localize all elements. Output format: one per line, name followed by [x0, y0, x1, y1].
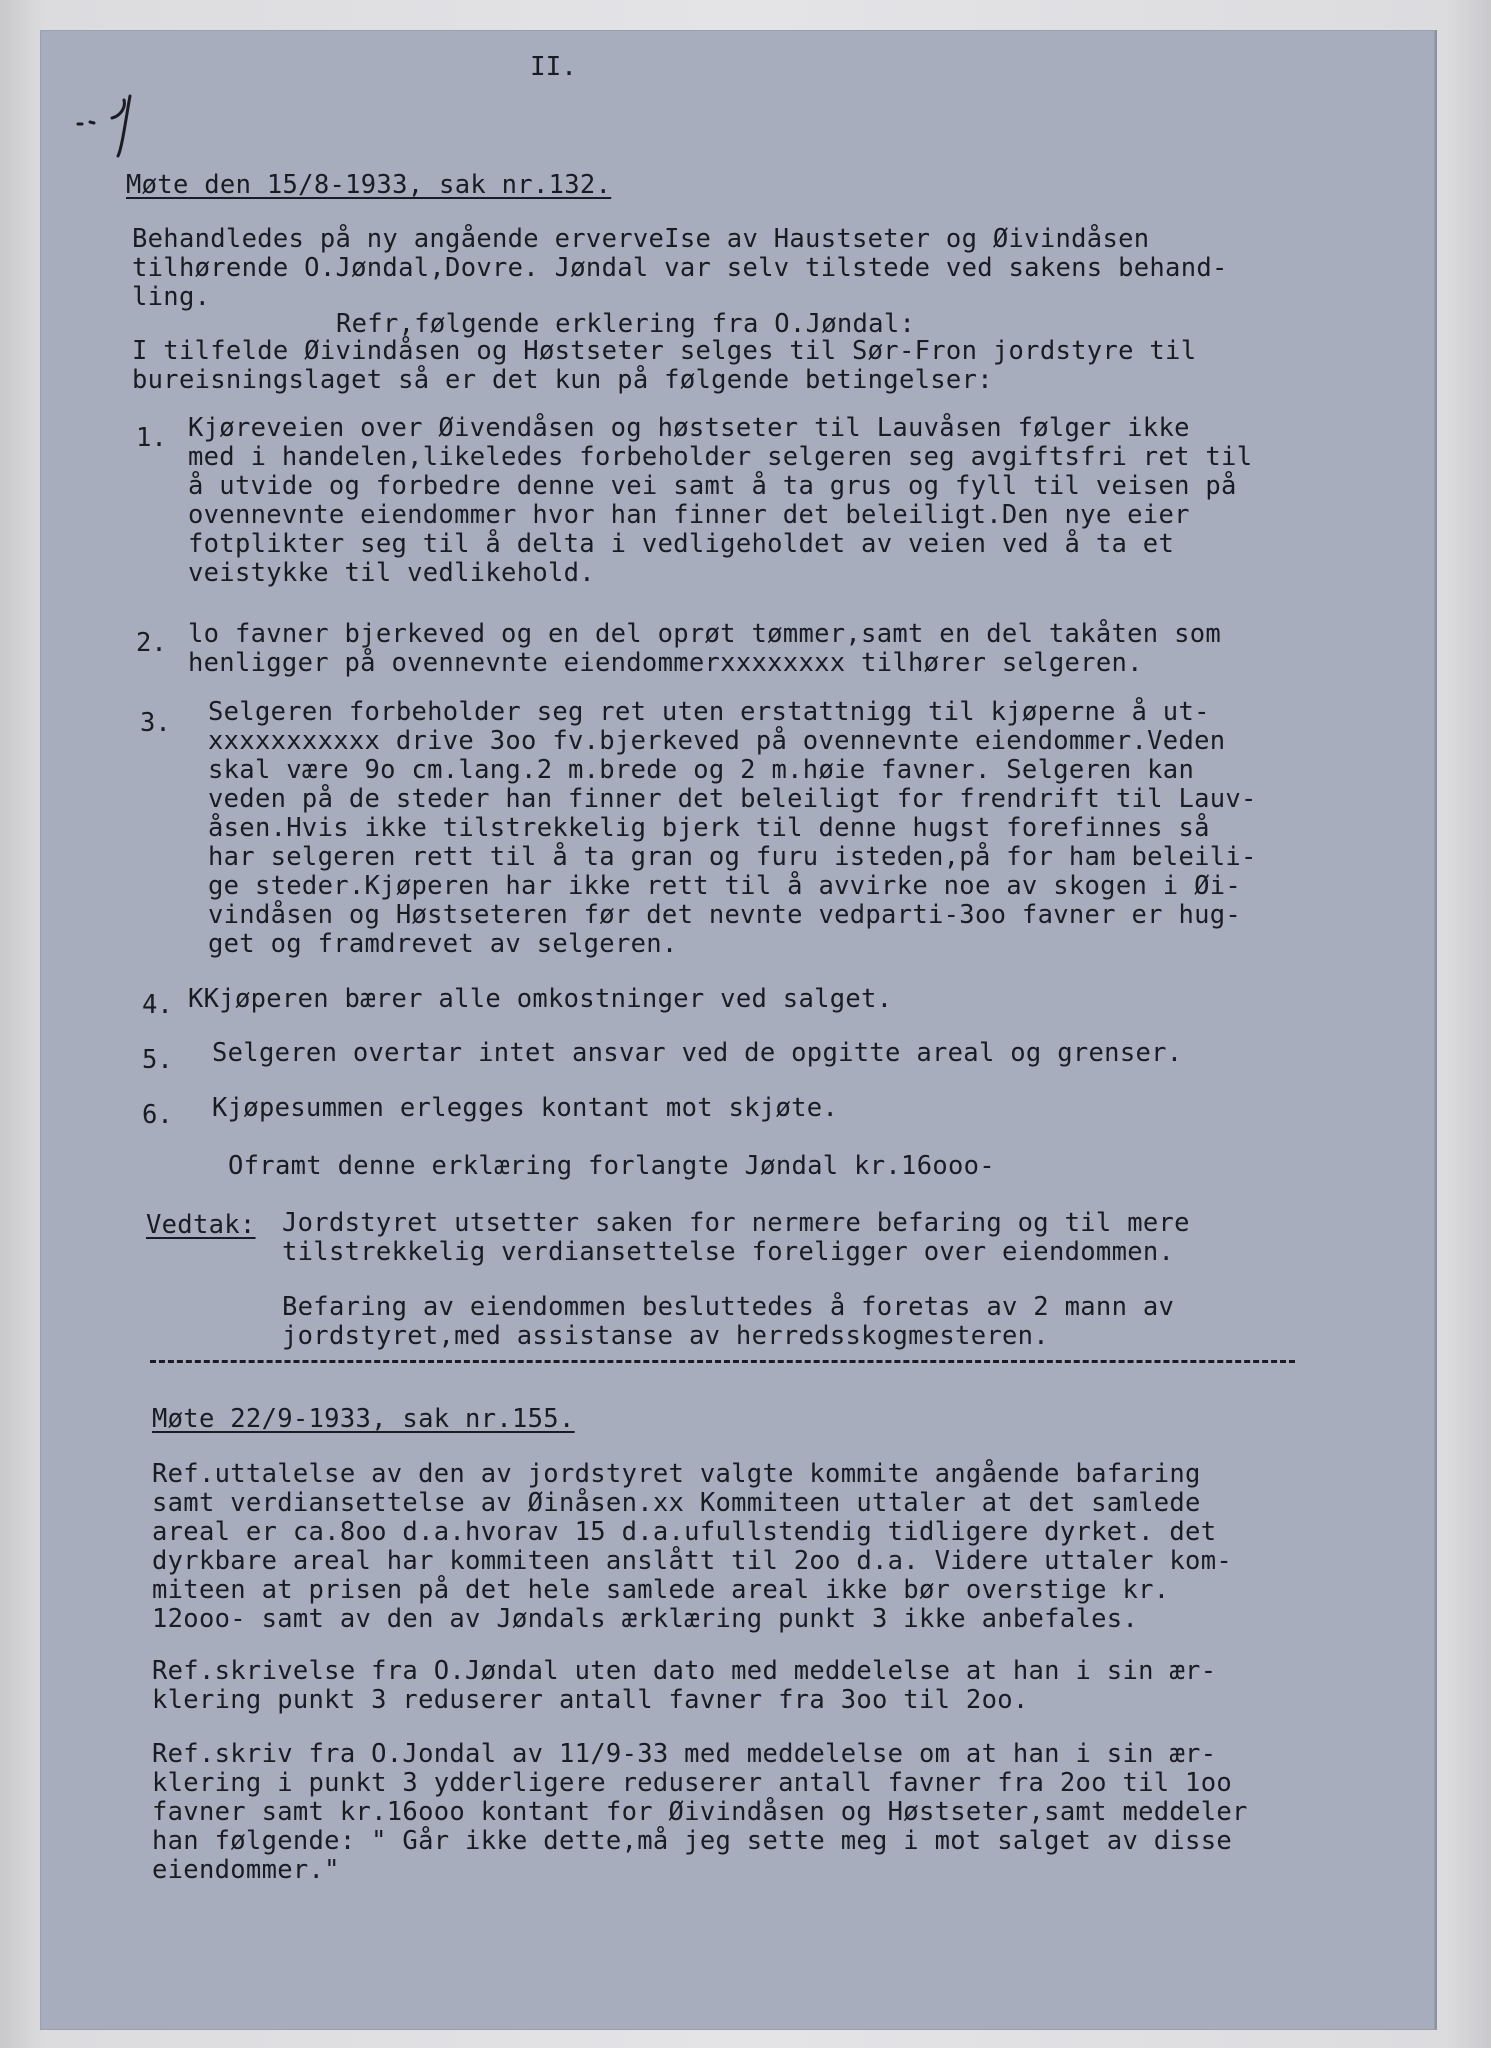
condition-item-2: lo favner bjerkeved og en del oprøt tømmer,samt en del takåten som henligger på ovennevnte eiendommerxxxxxxxx tilhører selgeren. [188, 619, 1222, 678]
resolution-text: Jordstyret utsetter saken for nermere befaring og til mere tilstrekkelig verdiansettelse foreligger over eiendommen. [282, 1208, 1190, 1267]
condition-item-3: Selgeren forbeholder seg ret uten erstattnigg til kjøperne å ut- xxxxxxxxxxx drive 3oo fv.bjerkeved på ovennevnte eiendommer.Veden skal være 9o cm.lang.2 m.brede og 2 m.høie favner. Selgeren kan veden på de steder han finner det beleiligt for frendrift til Lauv- åsen.Hvis ikke tilstrekkelig bjerk til denne hugst forefinnes så har selgeren rett til å ta gran og furu isteden,på for ham beleili- ge steder.Kjøperen har ikke rett til å avvirke noe av skogen i Øi- vindåsen og Høstseteren før det nevnte vedparti-3oo favner er hug- get og framdrevet av selgeren. [208, 697, 1257, 959]
section-separator [150, 1360, 1295, 1363]
item-number-3: 3. [140, 708, 171, 738]
letter-paragraph-2: Ref.skriv fra O.Jondal av 11/9-33 med meddelelse om at han i sin ær- klering i punkt 3 ydderligere reduserer antall favner fra 2oo til 1oo favner samt kr.16ooo kontant for Øivindåsen og Høstseter,samt meddeler han følgende: " Går ikke dette,må jeg sette meg i mot salget av disse eiendommer." [152, 1739, 1248, 1885]
item-number-6: 6. [142, 1100, 173, 1130]
meeting-heading-2: Møte 22/9-1933, sak nr.155. [152, 1404, 575, 1434]
meeting-heading-1: Møte den 15/8-1933, sak nr.132. [126, 170, 612, 200]
resolution-label: Vedtak: [146, 1210, 256, 1240]
item-number-1: 1. [136, 423, 167, 453]
item-number-4: 4. [142, 990, 173, 1020]
letter-paragraph-1: Ref.skrivelse fra O.Jøndal uten dato med meddelelse at han i sin ær- klering punkt 3 reduserer antall favner fra 3oo til 2oo. [152, 1656, 1217, 1715]
item-number-2: 2. [136, 628, 167, 658]
item-number-5: 5. [142, 1045, 173, 1075]
committee-paragraph: Ref.uttalelse av den av jordstyret valgte kommite angående bafaring samt verdiansettelse av Øinåsen.xx Kommiteen uttaler at det samlede areal er ca.8oo d.a.hvorav 15 d.a.ufullstendig tidligere dyrket. det dyrkbare areal har kommiteen anslått til 2oo d.a. Videre uttaler kom- miteen at prisen på det hele samlede areal ikke bør overstige kr. 12ooo- samt av den av Jøndals ærklæring punkt 3 ikke anbefales. [152, 1459, 1233, 1634]
condition-item-1: Kjøreveien over Øivendåsen og høstseter til Lauvåsen følger ikke med i handelen,likeledes forbeholder selgeren seg avgiftsfri ret til å utvide og forbedre denne vei samt å ta grus og fyll til veisen på ovennevnte eiendommer hvor han finner det beleiligt.Den nye eier fotplikter seg til å delta i vedligeholdet av veien ved å ta et veistykke til vedlikehold. [188, 413, 1253, 588]
condition-item-5: Selgeren overtar intet ansvar ved de opgitte areal og grenser. [212, 1038, 1183, 1068]
inspection-decision: Befaring av eiendommen besluttedes å foretas av 2 mann av jordstyret,med assistanse av herredsskogmesteren. [282, 1292, 1175, 1351]
page-number: II. [530, 52, 577, 82]
condition-item-6: Kjøpesummen erlegges kontant mot skjøte. [212, 1093, 839, 1123]
handwritten-mark [60, 78, 180, 158]
condition-item-4: KKjøperen bærer alle omkostninger ved salget. [188, 984, 893, 1014]
reference-line: Refr,følgende erklering fra O.Jøndal: [336, 309, 916, 339]
conditions-intro: I tilfelde Øivindåsen og Høstseter selges til Sør-Fron jordstyre til bureisningslaget så er det kun på følgende betingelser: [132, 336, 1197, 395]
price-demand: Oframt denne erklæring forlangte Jøndal kr.16ooo- [228, 1151, 995, 1181]
intro-paragraph: Behandledes på ny angående erverveIse av Haustseter og Øivindåsen tilhørende O.Jøndal,Dovre. Jøndal var selv tilstede ved sakens behand- ling. [132, 224, 1228, 312]
